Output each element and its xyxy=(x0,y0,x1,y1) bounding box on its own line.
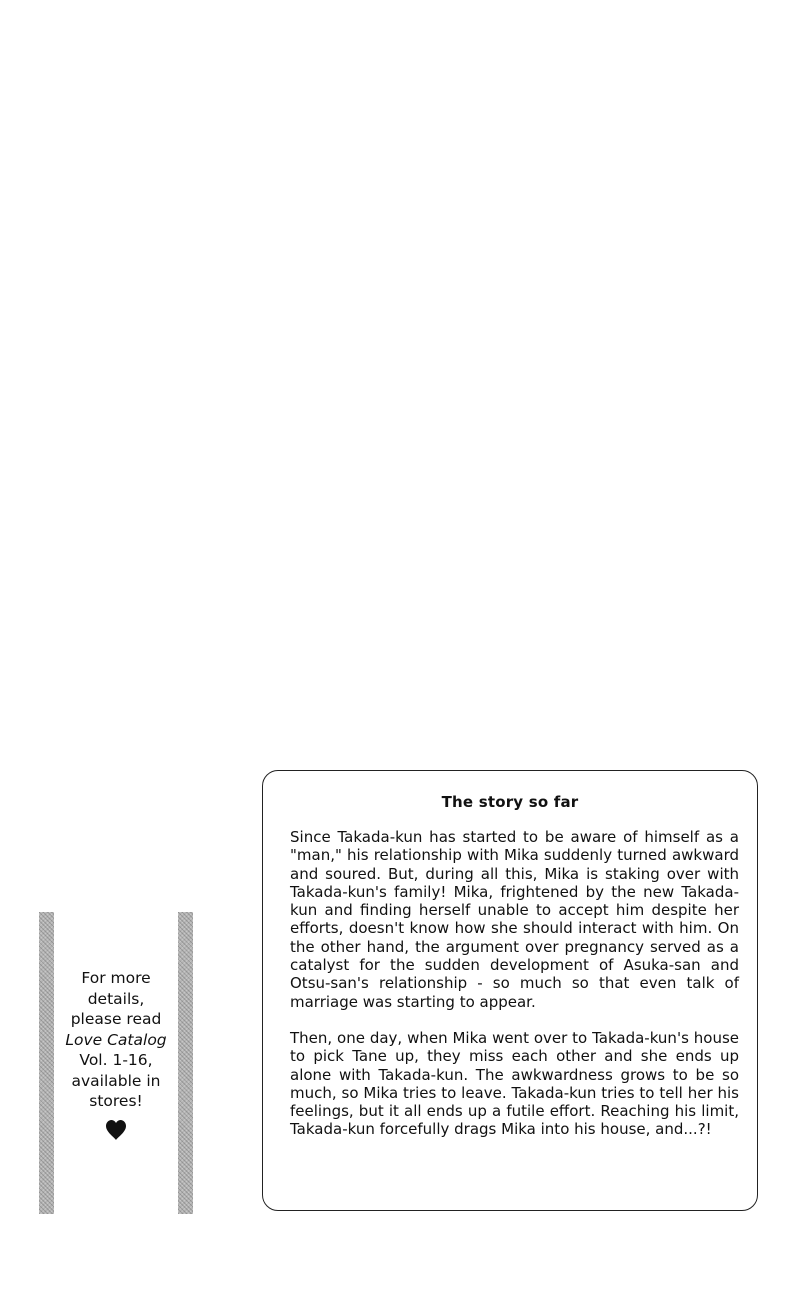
screentone-stripe-right xyxy=(178,912,193,1214)
series-title: Love Catalog xyxy=(65,1030,167,1049)
note-line: details, xyxy=(87,989,145,1008)
story-paragraph: Then, one day, when Mika went over to Takada-kun's house to pick Tane up, they miss each other and she ends up alone with Takada-kun. The awkwardness grows to be so much, so Mika tries to leave. Takada-kun tries to tell her his feelings, but it all ends up a futile effort. Reaching his limit, Takada-kun forcefully drags Mika into his house, and...?! xyxy=(290,1028,739,1139)
screentone-stripe-left xyxy=(39,912,54,1214)
note-line: please read xyxy=(70,1010,162,1028)
story-title: The story so far xyxy=(441,793,579,811)
note-line: stores! xyxy=(89,1092,143,1110)
more-details-note xyxy=(56,968,176,1142)
story-paragraph: Since Takada-kun has started to be aware of himself as a "man," his relationship with Mika suddenly turned awkward and soured. But, during all this, Mika is staking over with Takada-kun's family! Mika, frightened by the new Takada-kun and finding herself unable to accept him despite her efforts, doesn't know how she should interact with him. On the other hand, the argument over pregnancy served as a catalyst for the sudden development of Asuka-san and Otsu-san's relationship - so much so that even talk of marriage was starting to appear. xyxy=(290,828,739,1011)
heart-icon xyxy=(104,1118,128,1142)
story-summary xyxy=(290,828,739,1157)
volume-range: Vol. 1-16, xyxy=(79,1051,153,1069)
note-line: available in xyxy=(71,1071,161,1090)
story-so-far-box xyxy=(262,770,758,1211)
note-line: For more xyxy=(81,969,151,987)
